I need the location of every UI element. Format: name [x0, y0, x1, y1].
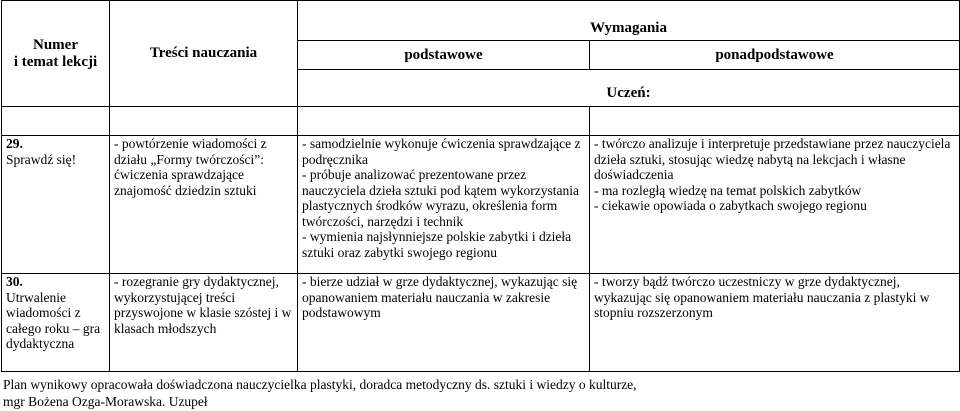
footer-note: Plan wynikowy opracowała doświadczona nauczycielka plastyki, doradca metodyczny ds. sztuki i wiedzy o kulturze, mgr Bożena Ozga-Morawska. Uzupeł — [3, 377, 637, 409]
ponadpodstawowe-cell: - twórczo analizuje i interpretuje przedstawiane przez nauczyciela dzieła sztuki, stosując wiedzę nabytą na lekcjach i własne doświadczenia - ma rozległą wiedzę na temat polskich zabytków - ciekawie opowiada o zabytkach swojego regionu — [590, 136, 960, 274]
header-ponadpodstawowe: ponadpodstawowe — [590, 41, 960, 70]
spacer-cell — [298, 107, 590, 136]
spacer-cell — [110, 107, 298, 136]
tresci-cell: - powtórzenie wiadomości z działu „Formy twórczości”: ćwiczenia sprawdzające znajomość dziedzin sztuki — [110, 136, 298, 274]
header-podstawowe: podstawowe — [298, 41, 590, 70]
spacer-row — [2, 107, 960, 136]
spacer-cell — [590, 107, 960, 136]
podstawowe-cell: - samodzielnie wykonuje ćwiczenia sprawdzające z podręcznika - próbuje analizować prezentowane przez nauczyciela dzieła sztuki pod kątem wykorzystania plastycznych środków wyrazu, określenia form twórczości, narzędzi i technik - wymienia najsłynniejsze polskie zabytki i dzieła sztuki oraz zabytki swojego regionu — [298, 136, 590, 274]
table-row — [2, 136, 960, 274]
tresci-cell: - rozegranie gry dydaktycznej, wykorzystującej treści przyswojone w klasie szóstej i w klasach młodszych — [110, 274, 298, 372]
spacer-cell — [2, 107, 110, 136]
header-tresci: Treści nauczania — [110, 1, 298, 107]
podstawowe-cell: - bierze udział w grze dydaktycznej, wykazując się opanowaniem materiału nauczania w zakresie podstawowym — [298, 274, 590, 372]
lesson-topic: Utrwalenie wiadomości z całego roku – gra dydaktyczna — [6, 289, 101, 351]
table-row — [2, 274, 960, 372]
lesson-number: 30. — [6, 274, 23, 289]
header-uczen: Uczeń: — [298, 70, 960, 107]
lesson-number: 29. — [6, 136, 23, 151]
lesson-number-cell — [2, 274, 110, 372]
lesson-plan-table — [1, 0, 960, 372]
lesson-number-cell — [2, 136, 110, 274]
lesson-topic: Sprawdź się! — [6, 151, 77, 167]
header-wymagania: Wymagania — [298, 1, 960, 41]
header-numer: Numer i temat lekcji — [2, 1, 110, 107]
ponadpodstawowe-cell: - tworzy bądź twórczo uczestniczy w grze dydaktycznej, wykazując się opanowaniem materiału nauczania z plastyki w stopniu rozszerzonym — [590, 274, 960, 372]
